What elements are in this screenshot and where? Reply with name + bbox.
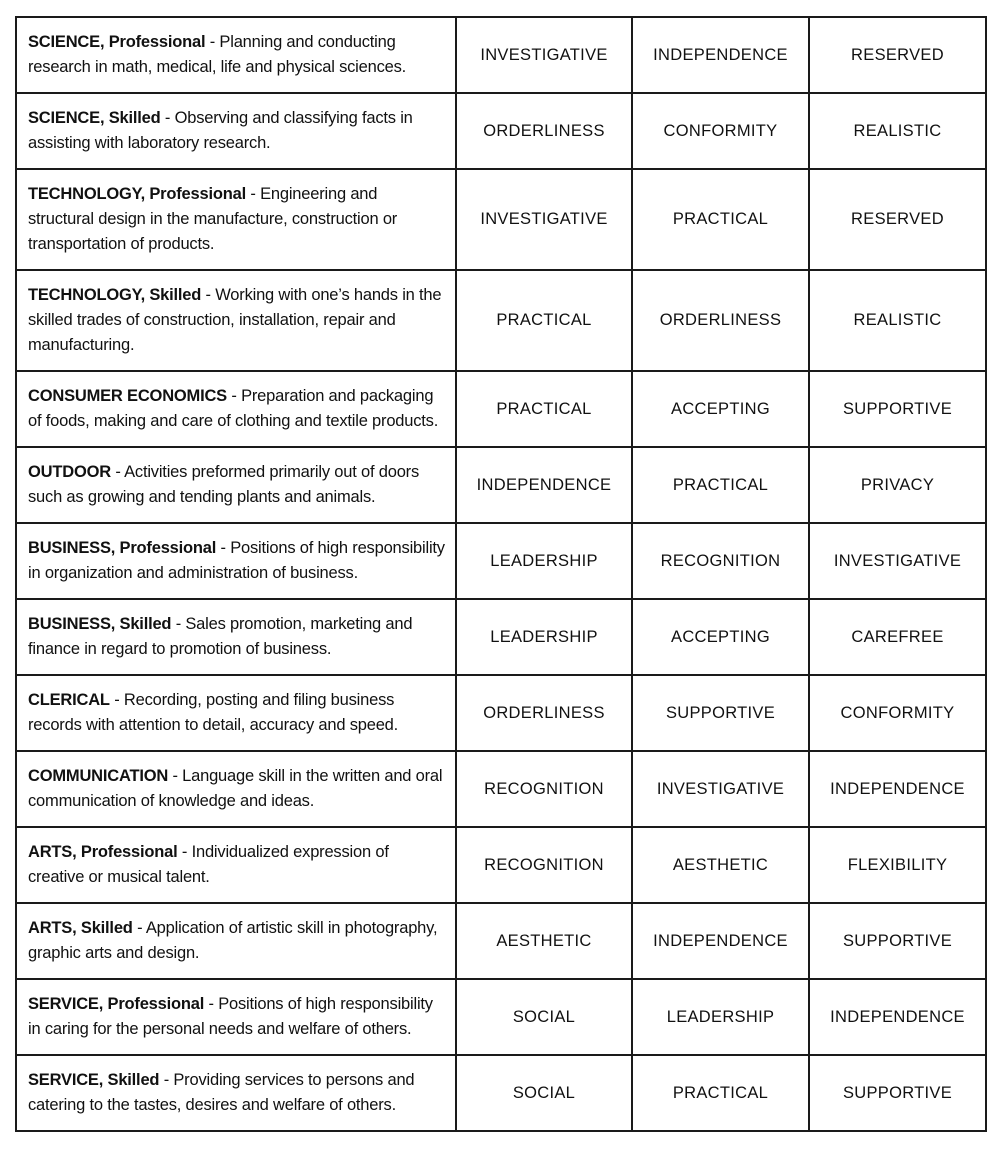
career-description-text: - Engineering and structural design in the manufacture, construction or transportation of products. <box>28 185 398 253</box>
trait-cell: SUPPORTIVE <box>632 675 809 751</box>
trait-cell: REALISTIC <box>809 93 986 169</box>
trait-cell: ORDERLINESS <box>632 270 809 371</box>
career-category: SCIENCE, Professional <box>28 33 206 51</box>
career-category: TECHNOLOGY, Skilled <box>28 286 202 304</box>
trait-cell: INDEPENDENCE <box>456 447 632 523</box>
trait-cell: AESTHETIC <box>632 827 809 903</box>
career-category: BUSINESS, Skilled <box>28 615 172 633</box>
trait-cell: PRACTICAL <box>456 371 632 447</box>
table-row <box>16 371 986 447</box>
career-description-text: - Positions of high responsibility in caring for the personal needs and welfare of others. <box>28 995 433 1038</box>
career-description-text: - Application of artistic skill in photography, graphic arts and design. <box>28 919 438 962</box>
career-description <box>16 827 456 903</box>
career-description-text: - Recording, posting and filing business records with attention to detail, accuracy and speed. <box>28 691 399 734</box>
trait-cell: CAREFREE <box>809 599 986 675</box>
trait-cell: LEADERSHIP <box>456 599 632 675</box>
trait-cell: INDEPENDENCE <box>632 903 809 979</box>
career-description-text: - Positions of high responsibility in organization and administration of business. <box>28 539 445 582</box>
career-description-text: - Sales promotion, marketing and finance in regard to promotion of business. <box>28 615 413 658</box>
career-description <box>16 1055 456 1131</box>
table-row <box>16 93 986 169</box>
career-description-text: - Activities preformed primarily out of doors such as growing and tending plants and animals. <box>28 463 420 506</box>
career-category: SCIENCE, Skilled <box>28 109 161 127</box>
trait-cell: INDEPENDENCE <box>809 751 986 827</box>
trait-cell: INVESTIGATIVE <box>456 169 632 270</box>
career-description-text: - Observing and classifying facts in assisting with laboratory research. <box>28 109 413 152</box>
career-category: COMMUNICATION <box>28 767 169 785</box>
trait-cell: RESERVED <box>809 17 986 93</box>
career-description <box>16 270 456 371</box>
career-description <box>16 675 456 751</box>
career-description <box>16 371 456 447</box>
trait-cell: PRACTICAL <box>632 1055 809 1131</box>
career-description <box>16 599 456 675</box>
career-description <box>16 17 456 93</box>
trait-cell: CONFORMITY <box>809 675 986 751</box>
career-category: TECHNOLOGY, Professional <box>28 185 246 203</box>
career-category: CONSUMER ECONOMICS <box>28 387 227 405</box>
career-description-text: - Providing services to persons and catering to the tastes, desires and welfare of others. <box>28 1071 415 1114</box>
career-category: OUTDOOR <box>28 463 111 481</box>
trait-cell: SUPPORTIVE <box>809 371 986 447</box>
career-description-text: - Working with one’s hands in the skilled trades of construction, installation, repair and manufacturing. <box>28 286 442 354</box>
career-description <box>16 93 456 169</box>
trait-cell: PRACTICAL <box>632 447 809 523</box>
trait-cell: PRIVACY <box>809 447 986 523</box>
career-category: ARTS, Skilled <box>28 919 133 937</box>
career-category: CLERICAL <box>28 691 110 709</box>
career-description-text: - Language skill in the written and oral communication of knowledge and ideas. <box>28 767 443 810</box>
trait-cell: ORDERLINESS <box>456 93 632 169</box>
career-description <box>16 169 456 270</box>
trait-cell: SUPPORTIVE <box>809 903 986 979</box>
career-description <box>16 447 456 523</box>
trait-cell: RECOGNITION <box>456 827 632 903</box>
career-category: ARTS, Professional <box>28 843 178 861</box>
trait-cell: INVESTIGATIVE <box>632 751 809 827</box>
trait-cell: ACCEPTING <box>632 371 809 447</box>
career-description-text: - Individualized expression of creative or musical talent. <box>28 843 389 886</box>
career-description-text: - Preparation and packaging of foods, making and care of clothing and textile products. <box>28 387 439 430</box>
trait-cell: RECOGNITION <box>456 751 632 827</box>
table-row <box>16 675 986 751</box>
table-row <box>16 17 986 93</box>
trait-cell: SUPPORTIVE <box>809 1055 986 1131</box>
career-description-text: - Planning and conducting research in math, medical, life and physical sciences. <box>28 33 407 76</box>
trait-cell: PRACTICAL <box>632 169 809 270</box>
trait-cell: SOCIAL <box>456 1055 632 1131</box>
table-row <box>16 827 986 903</box>
table-row <box>16 979 986 1055</box>
table-row <box>16 599 986 675</box>
table-row <box>16 447 986 523</box>
table-row <box>16 169 986 270</box>
trait-cell: SOCIAL <box>456 979 632 1055</box>
career-description <box>16 979 456 1055</box>
table-row <box>16 751 986 827</box>
trait-cell: LEADERSHIP <box>632 979 809 1055</box>
trait-cell: LEADERSHIP <box>456 523 632 599</box>
trait-cell: INDEPENDENCE <box>632 17 809 93</box>
table-row <box>16 1055 986 1131</box>
career-description <box>16 903 456 979</box>
trait-cell: REALISTIC <box>809 270 986 371</box>
career-interest-table <box>15 16 987 1132</box>
career-description <box>16 523 456 599</box>
trait-cell: INVESTIGATIVE <box>809 523 986 599</box>
career-category: SERVICE, Professional <box>28 995 205 1013</box>
career-description <box>16 751 456 827</box>
table-row <box>16 523 986 599</box>
career-category: SERVICE, Skilled <box>28 1071 160 1089</box>
trait-cell: INVESTIGATIVE <box>456 17 632 93</box>
trait-cell: PRACTICAL <box>456 270 632 371</box>
career-category: BUSINESS, Professional <box>28 539 217 557</box>
trait-cell: FLEXIBILITY <box>809 827 986 903</box>
table-row <box>16 270 986 371</box>
trait-cell: RECOGNITION <box>632 523 809 599</box>
trait-cell: ACCEPTING <box>632 599 809 675</box>
trait-cell: CONFORMITY <box>632 93 809 169</box>
trait-cell: RESERVED <box>809 169 986 270</box>
table-row <box>16 903 986 979</box>
trait-cell: INDEPENDENCE <box>809 979 986 1055</box>
trait-cell: ORDERLINESS <box>456 675 632 751</box>
trait-cell: AESTHETIC <box>456 903 632 979</box>
